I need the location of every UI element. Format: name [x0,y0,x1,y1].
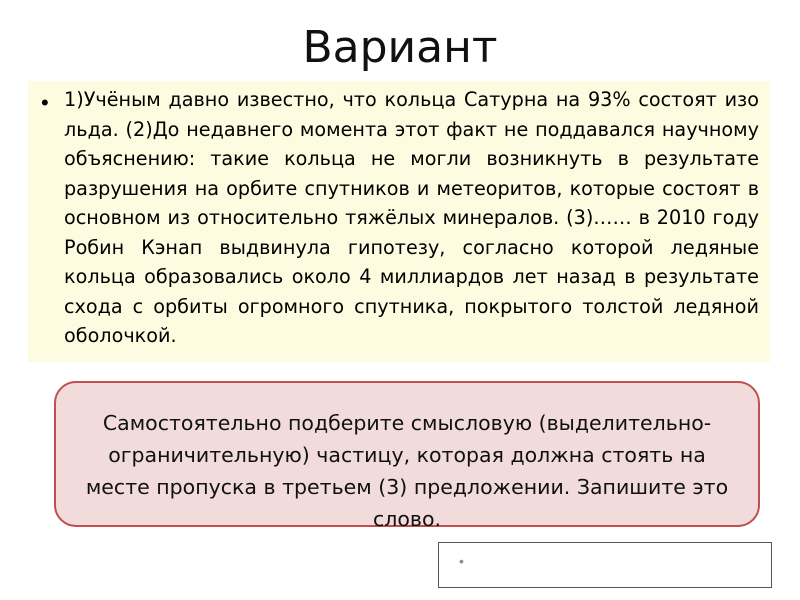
answer-box[interactable] [438,542,772,588]
text-passage-box [28,81,770,362]
task-instruction: Самостоятельно подберите смысловую (выделительно- ограничительную) частицу, которая должна стоять на месте пропуска в третьем (3) предложении. Запишите это слово. [85,411,729,531]
text-passage: 1)Учёным давно известно, что кольца Сатурна на 93% состоят изо льда. (2)До недавнего момента этот факт не поддавался научному объяснению: такие кольца не могли возникнуть в результате разрушения на орбите спутников и метеоритов, которые состоят в основном из относительно тяжёлых минералов. (3)…… в 2010 году Робин Кэнап выдвинула гипотезу, согласно которой ледяные кольца образовались около 4 миллиардов лет назад в результате схода с орбиты огромного спутника, покрытого толстой ледяной оболочкой. [64,88,759,347]
slide-title: Вариант [302,22,498,73]
bullet-icon: • [41,90,49,115]
task-box [54,381,760,531]
answer-bullet-icon: • [459,553,464,569]
